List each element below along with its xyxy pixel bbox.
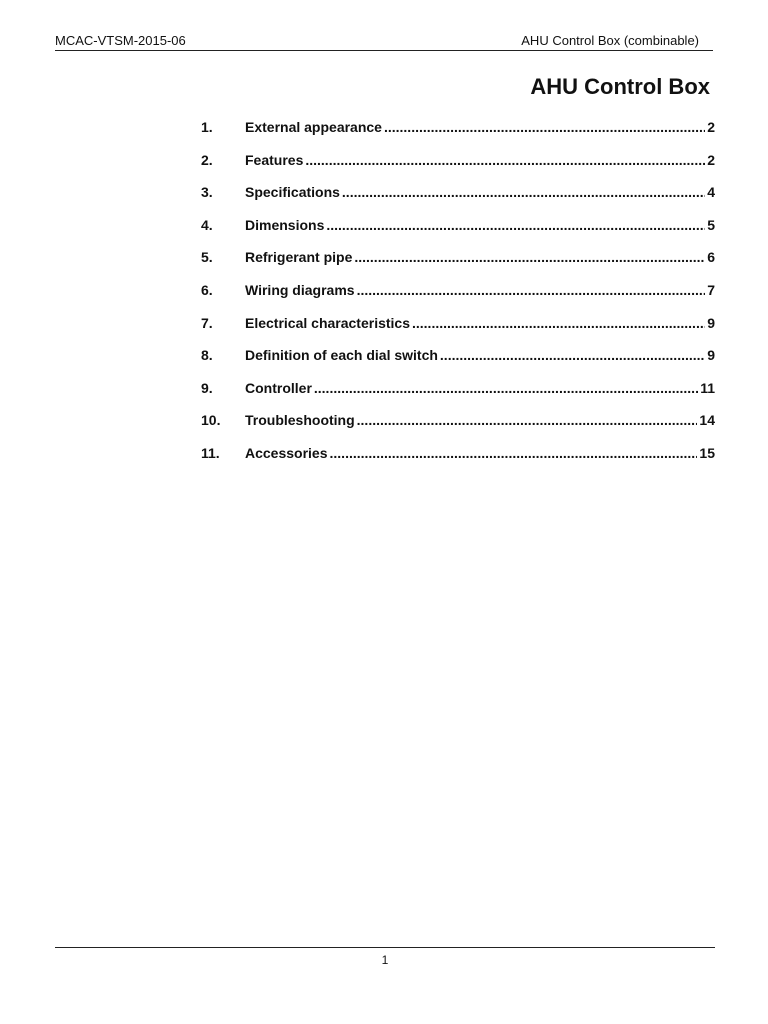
toc-entry-title: Refrigerant pipe <box>245 249 353 266</box>
toc-entry-title: External appearance <box>245 119 382 135</box>
toc-entry-number: 4. <box>201 216 213 233</box>
toc-entry[interactable] <box>201 184 715 217</box>
toc-dot-leader <box>342 184 705 200</box>
toc-entry-page: 14 <box>699 412 715 429</box>
toc-entry-title: Accessories <box>245 444 328 461</box>
toc-entry[interactable] <box>201 412 715 445</box>
page-number: 1 <box>381 953 389 967</box>
toc-dot-leader <box>314 380 698 396</box>
toc-entry-number: 5. <box>201 249 213 266</box>
toc-entry-page: 2 <box>707 119 715 135</box>
toc-dot-leader <box>357 282 706 298</box>
toc-entry-title: Dimensions <box>245 216 325 233</box>
toc-entry-number: 1. <box>201 119 213 135</box>
toc-dot-leader <box>357 412 698 428</box>
page-title: AHU Control Box <box>530 74 710 99</box>
table-of-contents <box>201 119 715 478</box>
toc-dot-leader <box>326 217 705 233</box>
toc-entry-page: 4 <box>707 184 715 201</box>
toc-entry[interactable] <box>201 315 715 348</box>
toc-entry-title: Features <box>245 151 304 168</box>
toc-entry[interactable] <box>201 445 715 478</box>
toc-dot-leader <box>330 445 698 461</box>
toc-entry-title: Definition of each dial switch <box>245 347 438 364</box>
toc-entry-page: 2 <box>707 151 715 168</box>
toc-entry-number: 9. <box>201 379 213 396</box>
page-header <box>55 30 713 51</box>
toc-entry-number: 6. <box>201 281 213 298</box>
toc-entry-number: 10. <box>201 412 221 429</box>
toc-entry-page: 11 <box>700 379 715 396</box>
toc-entry-page: 15 <box>699 444 715 461</box>
toc-entry-page: 9 <box>707 314 715 331</box>
toc-entry-number: 8. <box>201 347 213 364</box>
toc-entry-title: Controller <box>245 379 312 396</box>
toc-entry-title: Troubleshooting <box>245 412 355 429</box>
toc-entry-title: Electrical characteristics <box>245 314 410 331</box>
toc-entry[interactable] <box>201 249 715 282</box>
toc-dot-leader <box>305 152 705 168</box>
toc-entry[interactable] <box>201 380 715 413</box>
toc-entry-title: Specifications <box>245 184 340 201</box>
toc-dot-leader <box>412 315 705 331</box>
toc-entry[interactable] <box>201 217 715 250</box>
toc-entry-number: 3. <box>201 184 213 201</box>
toc-entry-page: 9 <box>707 347 715 364</box>
toc-entry[interactable] <box>201 119 715 152</box>
toc-entry-number: 7. <box>201 314 213 331</box>
toc-entry-page: 6 <box>707 249 715 266</box>
toc-entry[interactable] <box>201 282 715 315</box>
toc-dot-leader <box>354 249 705 265</box>
document-code: MCAC-VTSM-2015-06 <box>55 33 186 48</box>
toc-entry-number: 2. <box>201 151 213 168</box>
toc-dot-leader <box>384 119 705 135</box>
toc-dot-leader <box>440 347 705 363</box>
toc-entry[interactable] <box>201 347 715 380</box>
toc-entry[interactable] <box>201 152 715 185</box>
toc-entry-page: 5 <box>707 216 715 233</box>
header-section-title: AHU Control Box (combinable) <box>521 33 699 48</box>
toc-entry-title: Wiring diagrams <box>245 281 355 298</box>
page-footer <box>55 947 715 967</box>
toc-entry-page: 7 <box>707 281 715 298</box>
toc-entry-number: 11. <box>201 444 220 461</box>
